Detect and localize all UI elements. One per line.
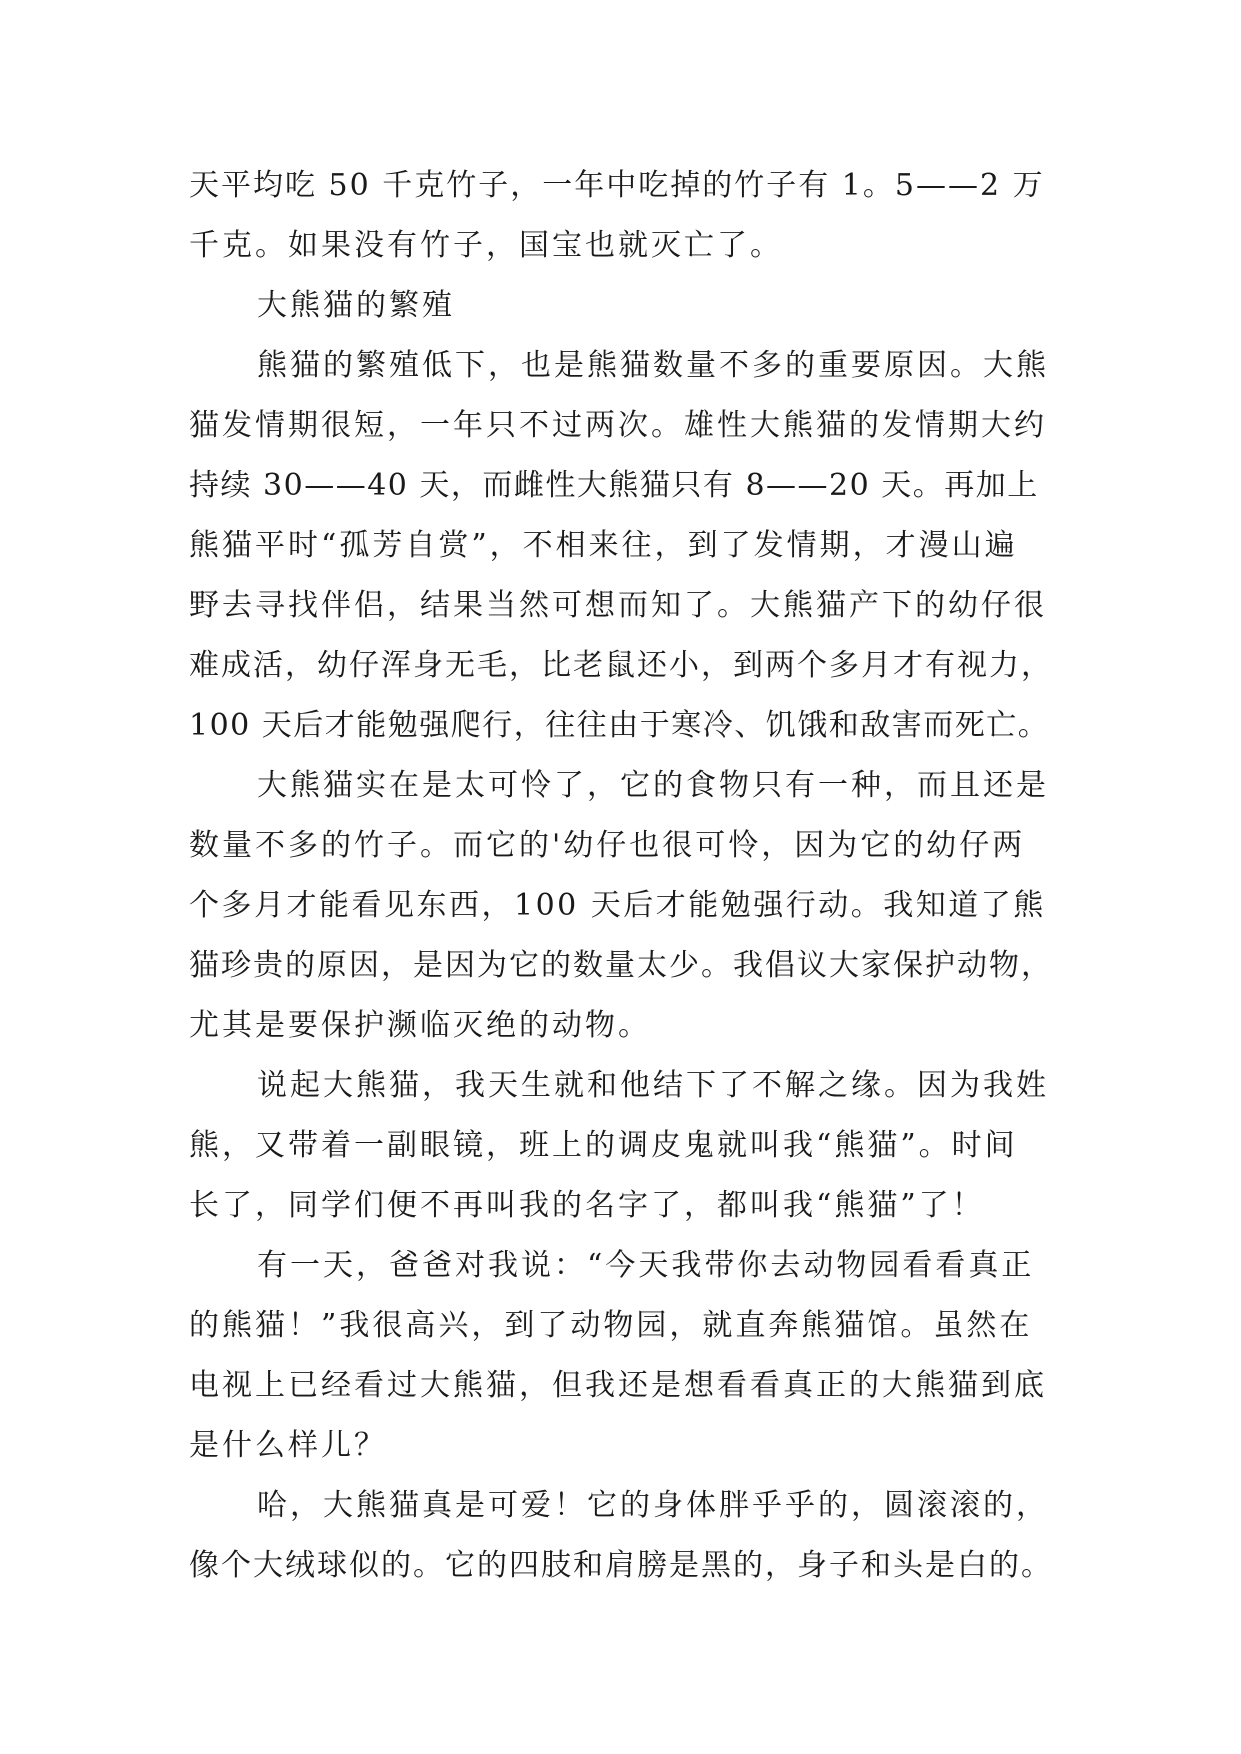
text-line: 100 天后才能勉强爬行，往往由于寒冷、饥饿和敌害而死亡。 <box>189 708 1050 743</box>
text-line: 熊，又带着一副眼镜，班上的调皮鬼就叫我“熊猫”。时间 <box>189 1128 1018 1163</box>
text-line: 持续 30——40 天，而雌性大熊猫只有 8——20 天。再加上 <box>189 468 1039 503</box>
paragraph-first-line: 大熊猫的繁殖 <box>257 288 455 323</box>
text-line: 电视上已经看过大熊猫，但我还是想看看真正的大熊猫到底 <box>189 1368 1047 1403</box>
text-line: 难成活，幼仔浑身无毛，比老鼠还小，到两个多月才有视力， <box>189 648 1053 683</box>
text-line: 野去寻找伴侣，结果当然可想而知了。大熊猫产下的幼仔很 <box>189 588 1047 623</box>
text-line: 的熊猫！”我很高兴，到了动物园，就直奔熊猫馆。虽然在 <box>189 1308 1033 1343</box>
paragraph-first-line: 有一天，爸爸对我说：“今天我带你去动物园看看真正 <box>257 1248 1035 1283</box>
text-line: 猫发情期很短，一年只不过两次。雄性大熊猫的发情期大约 <box>189 408 1047 443</box>
text-line: 天平均吃 50 千克竹子，一年中吃掉的竹子有 1。5——2 万 <box>189 168 1045 203</box>
text-line: 数量不多的竹子。而它的'幼仔也很可怜，因为它的幼仔两 <box>189 828 1026 863</box>
text-line: 千克。如果没有竹子，国宝也就灭亡了。 <box>189 228 783 263</box>
text-line: 长了，同学们便不再叫我的名字了，都叫我“熊猫”了！ <box>189 1188 985 1223</box>
paragraph-first-line: 哈，大熊猫真是可爱！它的身体胖乎乎的，圆滚滚的， <box>257 1488 1049 1523</box>
paragraph-first-line: 大熊猫实在是太可怜了，它的食物只有一种，而且还是 <box>257 768 1049 803</box>
text-line: 个多月才能看见东西，100 天后才能勉强行动。我知道了熊 <box>189 888 1046 923</box>
text-line: 是什么样儿？ <box>189 1428 387 1463</box>
text-line: 熊猫平时“孤芳自赏”，不相来往，到了发情期，才漫山遍 <box>189 528 1018 563</box>
text-line: 猫珍贵的原因，是因为它的数量太少。我倡议大家保护动物， <box>189 948 1053 983</box>
paragraph-first-line: 熊猫的繁殖低下，也是熊猫数量不多的重要原因。大熊 <box>257 348 1049 383</box>
text-line: 尤其是要保护濒临灭绝的动物。 <box>189 1008 651 1043</box>
article-body <box>189 156 1054 1596</box>
paragraph-first-line: 说起大熊猫，我天生就和他结下了不解之缘。因为我姓 <box>257 1068 1049 1103</box>
text-line: 像个大绒球似的。它的四肢和肩膀是黑的，身子和头是白的。 <box>189 1548 1053 1583</box>
